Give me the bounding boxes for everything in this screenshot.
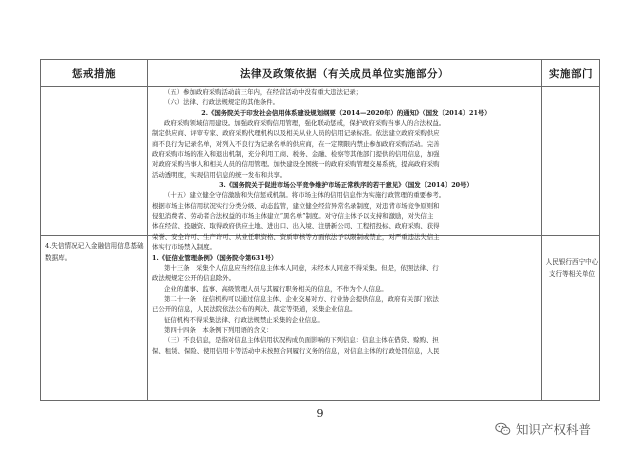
basis-line: 商不良行为记录名单，对列入不良行为记录名单的供应商，在一定期限内禁止参加政府采购活动。完善	[152, 139, 440, 148]
basis-line: 体实行市场禁入制度。	[152, 243, 216, 252]
basis-line: 第十三条 采集个人信息应当经信息主体本人同意，未经本人同意不得采集。但是，依照法律、行	[164, 263, 439, 272]
watermark-text: 知识产权科普	[516, 422, 592, 437]
column-divider	[541, 60, 542, 400]
basis-line: 根据市场主体信用状况实行分类分级、动态监管，建立健全经营异常名录制度，对违背市场竞争原则和	[152, 201, 440, 210]
basis-line: 已公开的信息，人民法院依法公布的判决、裁定等渠道，采集企业信息。	[152, 305, 357, 314]
basis-line: （十五）建立健全守信激励和失信惩戒机制。将市场主体的信用信息作为实施行政管理的重要参考。	[164, 191, 446, 200]
basis-line: 活动透明度，实现信用信息的统一发布和共享。	[152, 170, 287, 179]
page-number: 9	[316, 407, 324, 420]
basis-line: 保、租赁、保险、使用信用卡等活动中未按照合同履行义务的信息，对信息主体的行政处罚信息，人民	[152, 346, 440, 355]
measure-text: 4.失信情况记入金融信用信息基础数据库。	[45, 242, 144, 262]
basis-line: （三）不良信息，是指对信息主体信用状况构成负面影响的下列信息：信息主体在借贷、赊购、担	[164, 336, 439, 345]
basis-line: 体在经营、投融资、取得政府供应土地、进出口、出入境、注册新公司、工程招投标、政府采购、获得	[152, 222, 440, 231]
basis-line: 3.《国务院关于促进市场公平竞争维护市场正常秩序的若干意见》（国发〔2014〕20号）	[219, 181, 473, 190]
measure-cell	[45, 240, 148, 264]
wechat-icon	[495, 422, 511, 436]
basis-line: 征信机构不得采集法律、行政法规禁止采集的企业信息。	[164, 315, 324, 324]
basis-line: 制定供应商、评审专家、政府采购代理机构以及相关从业人员的信用记录标准。依法建立政府采购供应	[152, 129, 440, 138]
basis-line: 荣誉、安全许可、生产许可、从业任职资格、资质审核等方面依法予以限制或禁止，对严重违法失信主	[152, 232, 440, 241]
policy-table	[40, 59, 600, 401]
basis-line: 1.《征信业管理条例》（国务院令第631号）	[152, 253, 278, 262]
watermark	[495, 420, 591, 438]
header-department: 实施部门	[549, 67, 593, 80]
basis-text	[152, 87, 540, 356]
basis-line: （五）参加政府采购活动前三年内，在经营活动中没有重大违法记录；	[164, 88, 363, 96]
department-cell	[545, 256, 599, 280]
column-divider	[147, 60, 148, 400]
basis-line: 企业的董事、监事、高级管理人员与其履行职务相关的信息，不作为个人信息。	[164, 284, 388, 293]
header-measure: 惩戒措施	[72, 67, 116, 80]
basis-line: 第二十一条 征信机构可以通过信息主体、企业交易对方、行业协会提供信息，政府有关部门依法	[164, 294, 439, 303]
basis-line: 侵犯消费者、劳动者合法权益的市场主体建立“黑名单”制度。对守信主体予以支持和激励，对失信主	[152, 212, 434, 221]
basis-line: 第四十四条 本条例下列用语的含义：	[164, 325, 273, 334]
basis-line: 2.《国务院关于印发社会信用体系建设规划纲要（2014—2020年）的通知》（国发〔2014〕21号）	[201, 108, 491, 117]
basis-line: （六）法律、行政法规规定的其他条件。	[164, 98, 280, 107]
department-text: 人民银行西宁中心支行等相关单位	[545, 258, 599, 278]
basis-line: 对政府采购当事人和相关人员的信用管理。加快建设全国统一的政府采购管理交易系统，提高政府采购	[152, 160, 440, 169]
header-basis: 法律及政策依据（有关成员单位实施部分）	[240, 67, 449, 80]
basis-line: 政府采购领域信用建设。加强政府采购信用管理，强化联动惩戒，保护政府采购当事人的合法权益。	[164, 119, 446, 128]
basis-line: 政法规规定公开的信息除外。	[152, 274, 236, 283]
basis-line: 政府采购市场的准入和退出机制，充分利用工商、税务、金融、检察等其他部门提供的信用信息，加强	[152, 150, 440, 159]
